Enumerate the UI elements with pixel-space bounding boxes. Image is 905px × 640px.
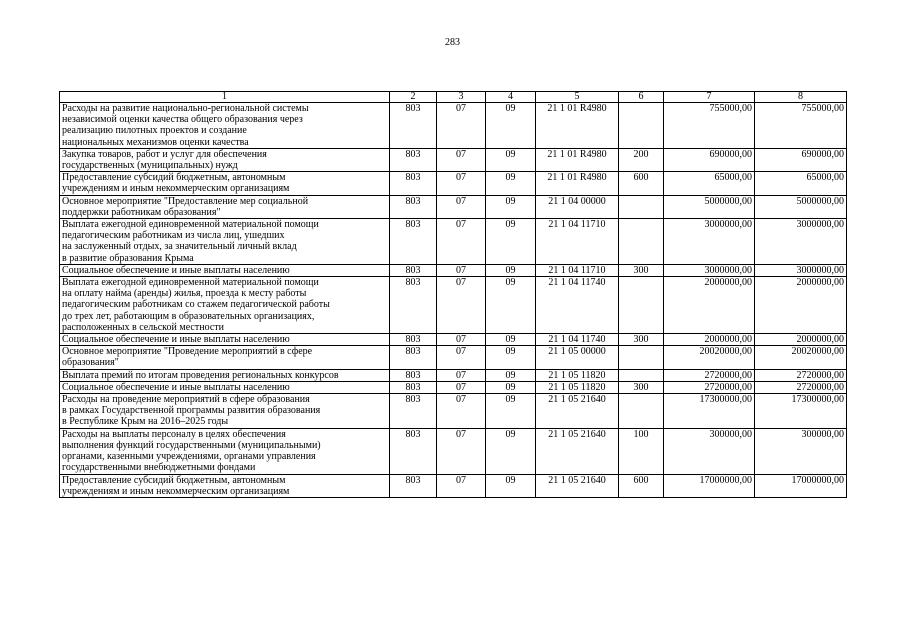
expense-name-line: на оплату найма (аренды) жилья, проезда к месту работы [62,288,307,300]
subsection-code-cell: 09 [486,103,536,149]
table-row [60,277,847,334]
expense-name-line: Социальное обеспечение и иные выплаты населению [62,381,290,393]
expense-name-line: Расходы на выплаты персоналу в целях обеспечения [62,428,286,440]
amount-cell: 17300000,00 [755,394,847,429]
subsection-code-cell: 09 [486,264,536,276]
amount-cell: 5000000,00 [755,195,847,218]
column-header: 1 [60,92,390,103]
department-code-cell: 803 [390,195,437,218]
department-code-cell: 803 [390,277,437,334]
expense-name-cell [60,334,390,346]
department-code-cell: 803 [390,369,437,381]
expense-name-line: педагогическим работникам со стажем педагогической работы [62,299,330,311]
department-code-cell: 803 [390,264,437,276]
subsection-code-cell: 09 [486,346,536,369]
expense-name-line: на заслуженный отдых, за значительный личный вклад [62,241,297,253]
amount-cell: 17000000,00 [755,474,847,497]
expense-name-line: реализацию пилотных проектов и создание [62,125,247,137]
amount-cell: 3000000,00 [755,264,847,276]
expense-name-line: Выплата ежегодной единовременной материальной помощи [62,219,319,231]
subsection-code-cell: 09 [486,428,536,474]
expense-type-cell: 300 [619,264,664,276]
expense-type-cell: 200 [619,148,664,171]
expense-name-cell [60,428,390,474]
section-code-cell: 07 [437,394,486,429]
section-code-cell: 07 [437,103,486,149]
expense-name-line: расположенных в сельской местности [62,321,224,333]
amount-cell: 65000,00 [664,172,755,195]
table-body [60,103,847,498]
table-row [60,346,847,369]
department-code-cell: 803 [390,346,437,369]
target-article-cell: 21 1 01 R4980 [536,103,619,149]
table-row [60,474,847,497]
expense-name-line: в Республике Крым на 2016–2025 годы [62,416,229,428]
target-article-cell: 21 1 04 11710 [536,264,619,276]
table-row [60,334,847,346]
expense-name-line: независимой оценки качества общего образования через [62,114,303,126]
expense-name-line: национальных механизмов оценки качества [62,136,249,148]
amount-cell: 755000,00 [664,103,755,149]
department-code-cell: 803 [390,394,437,429]
table-row [60,172,847,195]
expense-name-line: Основное мероприятие "Проведение мероприятий в сфере [62,346,313,358]
department-code-cell: 803 [390,428,437,474]
expense-name-cell [60,148,390,171]
expense-name-line: педагогическим работникам из числа лиц, ушедших [62,230,285,242]
table-row [60,219,847,265]
subsection-code-cell: 09 [486,369,536,381]
amount-cell: 300000,00 [755,428,847,474]
expense-name-line: государственными внебюджетными фондами [62,462,256,474]
amount-cell: 2000000,00 [664,334,755,346]
amount-cell: 300000,00 [664,428,755,474]
expense-type-cell: 600 [619,172,664,195]
department-code-cell: 803 [390,219,437,265]
department-code-cell: 803 [390,334,437,346]
amount-cell: 2720000,00 [755,381,847,393]
column-header: 4 [486,92,536,103]
amount-cell: 2720000,00 [664,369,755,381]
expense-name-line: поддержки работникам образования" [62,206,221,218]
expense-name-cell [60,172,390,195]
amount-cell: 17000000,00 [664,474,755,497]
expense-name-cell [60,219,390,265]
section-code-cell: 07 [437,195,486,218]
section-code-cell: 07 [437,381,486,393]
column-header: 6 [619,92,664,103]
amount-cell: 2000000,00 [755,334,847,346]
expense-name-cell [60,264,390,276]
subsection-code-cell: 09 [486,394,536,429]
expense-name-cell [60,369,390,381]
department-code-cell: 803 [390,381,437,393]
expense-name-line: Закупка товаров, работ и услуг для обеспечения [62,148,267,160]
table-row [60,369,847,381]
table-row [60,264,847,276]
subsection-code-cell: 09 [486,148,536,171]
expense-type-cell [619,346,664,369]
section-code-cell: 07 [437,346,486,369]
column-header: 7 [664,92,755,103]
amount-cell: 2000000,00 [664,277,755,334]
expense-name-line: Социальное обеспечение и иные выплаты населению [62,264,290,276]
subsection-code-cell: 09 [486,195,536,218]
section-code-cell: 07 [437,148,486,171]
expense-type-cell: 300 [619,334,664,346]
amount-cell: 20020000,00 [664,346,755,369]
column-header: 2 [390,92,437,103]
expense-name-line: Расходы на развитие национально-региональной системы [62,103,309,114]
amount-cell: 690000,00 [755,148,847,171]
subsection-code-cell: 09 [486,172,536,195]
expense-name-cell [60,346,390,369]
expense-type-cell [619,394,664,429]
expense-name-cell [60,381,390,393]
table-header-row [60,92,847,103]
amount-cell: 17300000,00 [664,394,755,429]
budget-table [59,91,847,498]
section-code-cell: 07 [437,277,486,334]
table-row [60,394,847,429]
amount-cell: 755000,00 [755,103,847,149]
amount-cell: 3000000,00 [755,219,847,265]
expense-type-cell [619,219,664,265]
expense-name-line: учреждениям и иным некоммерческим организациям [62,485,290,497]
expense-name-cell [60,103,390,149]
target-article-cell: 21 1 05 21640 [536,428,619,474]
page-number: 283 [445,37,460,48]
expense-name-line: Основное мероприятие "Предоставление мер социальной [62,195,309,207]
target-article-cell: 21 1 05 11820 [536,381,619,393]
table-row [60,103,847,149]
expense-type-cell [619,277,664,334]
target-article-cell: 21 1 05 21640 [536,394,619,429]
amount-cell: 20020000,00 [755,346,847,369]
expense-type-cell [619,103,664,149]
target-article-cell: 21 1 05 21640 [536,474,619,497]
target-article-cell: 21 1 04 00000 [536,195,619,218]
target-article-cell: 21 1 04 11740 [536,334,619,346]
expense-name-line: Выплата ежегодной единовременной материальной помощи [62,277,319,289]
column-header: 5 [536,92,619,103]
department-code-cell: 803 [390,172,437,195]
expense-name-line: до трех лет, работающим в образовательных организациях, [62,310,315,322]
amount-cell: 2000000,00 [755,277,847,334]
table-row [60,195,847,218]
section-code-cell: 07 [437,219,486,265]
subsection-code-cell: 09 [486,334,536,346]
section-code-cell: 07 [437,264,486,276]
department-code-cell: 803 [390,148,437,171]
table-row [60,381,847,393]
expense-type-cell: 600 [619,474,664,497]
expense-name-line: Социальное обеспечение и иные выплаты населению [62,334,290,346]
target-article-cell: 21 1 01 R4980 [536,148,619,171]
section-code-cell: 07 [437,428,486,474]
table-row [60,428,847,474]
target-article-cell: 21 1 05 11820 [536,369,619,381]
expense-name-line: органами, казенными учреждениями, органами управления [62,451,316,463]
subsection-code-cell: 09 [486,277,536,334]
target-article-cell: 21 1 04 11740 [536,277,619,334]
expense-name-line: государственных (муниципальных) нужд [62,160,238,172]
target-article-cell: 21 1 01 R4980 [536,172,619,195]
expense-name-cell [60,195,390,218]
amount-cell: 5000000,00 [664,195,755,218]
expense-name-line: в развитие образования Крыма [62,252,194,264]
column-header: 8 [755,92,847,103]
amount-cell: 3000000,00 [664,219,755,265]
section-code-cell: 07 [437,369,486,381]
table-row [60,148,847,171]
department-code-cell: 803 [390,103,437,149]
expense-name-line: учреждениям и иным некоммерческим организациям [62,183,290,195]
section-code-cell: 07 [437,474,486,497]
expense-name-line: выполнения функций государственными (муниципальными) [62,439,321,451]
target-article-cell: 21 1 04 11710 [536,219,619,265]
expense-type-cell [619,195,664,218]
department-code-cell: 803 [390,474,437,497]
amount-cell: 3000000,00 [664,264,755,276]
amount-cell: 2720000,00 [664,381,755,393]
amount-cell: 690000,00 [664,148,755,171]
expense-name-cell [60,474,390,497]
subsection-code-cell: 09 [486,219,536,265]
section-code-cell: 07 [437,172,486,195]
expense-type-cell [619,369,664,381]
expense-name-line: в рамках Государственной программы развития образования [62,405,321,417]
expense-name-cell [60,394,390,429]
expense-name-line: Предоставление субсидий бюджетным, автономным [62,172,286,184]
amount-cell: 2720000,00 [755,369,847,381]
subsection-code-cell: 09 [486,381,536,393]
column-header: 3 [437,92,486,103]
target-article-cell: 21 1 05 00000 [536,346,619,369]
expense-name-line: образования" [62,357,119,369]
expense-name-line: Предоставление субсидий бюджетным, автономным [62,474,286,486]
subsection-code-cell: 09 [486,474,536,497]
expense-name-line: Выплата премий по итогам проведения региональных конкурсов [62,369,339,381]
amount-cell: 65000,00 [755,172,847,195]
section-code-cell: 07 [437,334,486,346]
expense-type-cell: 300 [619,381,664,393]
expense-name-line: Расходы на проведение мероприятий в сфере образования [62,394,310,406]
expense-type-cell: 100 [619,428,664,474]
expense-name-cell [60,277,390,334]
